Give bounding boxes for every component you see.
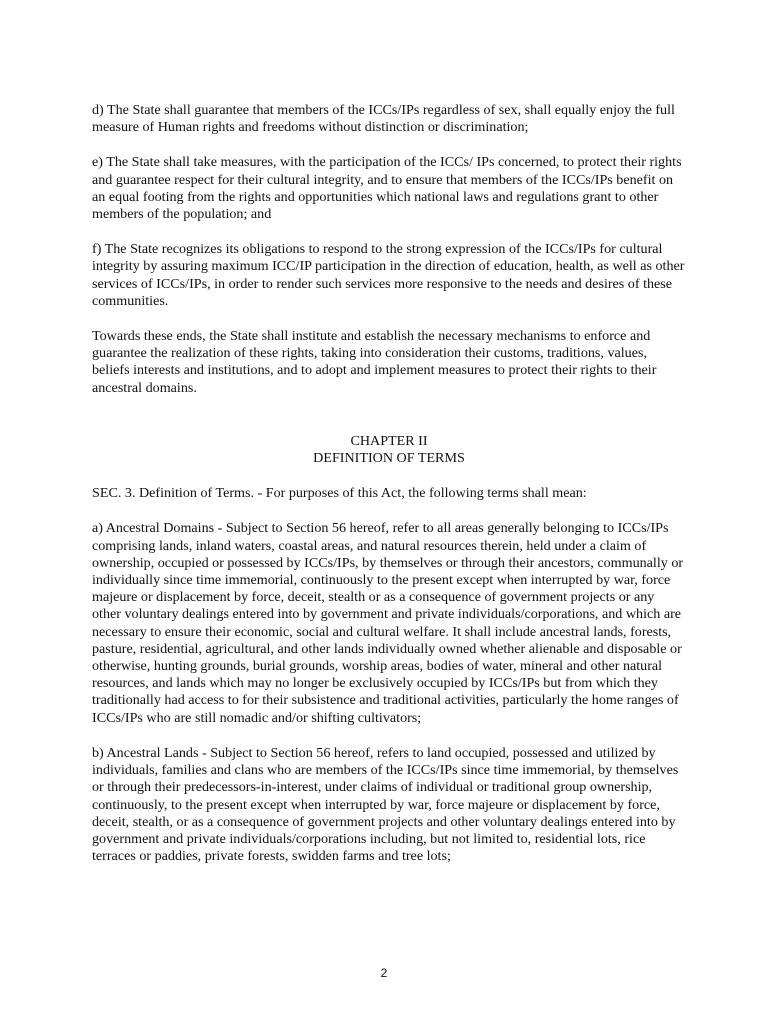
definition-ancestral-lands: b) Ancestral Lands - Subject to Section 56 hereof, refers to land occupied, possessed and utilized by individuals, families and clans who are members of the ICCs/IPs since time immemorial, by themselves or through their predecessors-in-interest, under claims of individual or traditional group ownership, continuously, to the present except when interrupted by war, force majeure or displacement by force, deceit, stealth, or as a consequence of government projects and other voluntary dealings entered into by government and private individuals/corporations including, but not limited to, residential lots, rice terraces or paddies, private forests, swidden farms and tree lots; xyxy=(92,744,679,865)
paragraph-e: e) The State shall take measures, with the participation of the ICCs/ IPs concerned, to protect their rights and guarantee respect for their cultural integrity, and to ensure that members of the ICCs/IPs benefit on an equal footing from the rights and opportunities which national laws and regulations grant to other members of the population; and xyxy=(92,154,682,223)
paragraph-d: d) The State shall guarantee that members of the ICCs/IPs regardless of sex, shall equally enjoy the full measure of Human rights and freedoms without distinction or discrimination; xyxy=(92,102,675,136)
page-content xyxy=(92,102,686,883)
section-3-heading: SEC. 3. Definition of Terms. - For purposes of this Act, the following terms shall mean: xyxy=(92,485,587,502)
paragraph-f: f) The State recognizes its obligations to respond to the strong expression of the ICCs/IPs for cultural integrity by assuring maximum ICC/IP participation in the direction of education, health, as well as other services of ICCs/IPs, in order to render such services more responsive to the needs and desires of these communities. xyxy=(92,241,685,309)
chapter-number: CHAPTER II xyxy=(350,432,428,449)
paragraph-towards: Towards these ends, the State shall institute and establish the necessary mechanisms to enforce and guarantee the realization of these rights, taking into consideration their customs, traditions, values, beliefs interests and institutions, and to adopt and implement measures to protect their rights to their ancestral domains. xyxy=(92,328,657,396)
page-number: 2 xyxy=(380,966,388,980)
chapter-title: DEFINITION OF TERMS xyxy=(313,450,465,467)
chapter-heading xyxy=(92,433,686,467)
definition-ancestral-domains: a) Ancestral Domains - Subject to Section 56 hereof, refer to all areas generally belonging to ICCs/IPs comprising lands, inland waters, coastal areas, and natural resources therein, held under a claim of ownership, occupied or possessed by ICCs/IPs, by themselves or through their ancestors, communally or individually since time immemorial, continuously to the present except when interrupted by war, force majeure or displacement by force, deceit, stealth or as a consequence of government projects or any other voluntary dealings entered into by government and private individuals/corporations, and which are necessary to ensure their economic, social and cultural welfare. It shall include ancestral lands, forests, pasture, residential, agricultural, and other lands individually owned whether alienable and disposable or otherwise, hunting grounds, burial grounds, worship areas, bodies of water, mineral and other natural resources, and lands which may no longer be exclusively occupied by ICCs/IPs but from which they traditionally had access to for their subsistence and traditional activities, particularly the home ranges of ICCs/IPs who are still nomadic and/or shifting cultivators; xyxy=(92,520,684,726)
